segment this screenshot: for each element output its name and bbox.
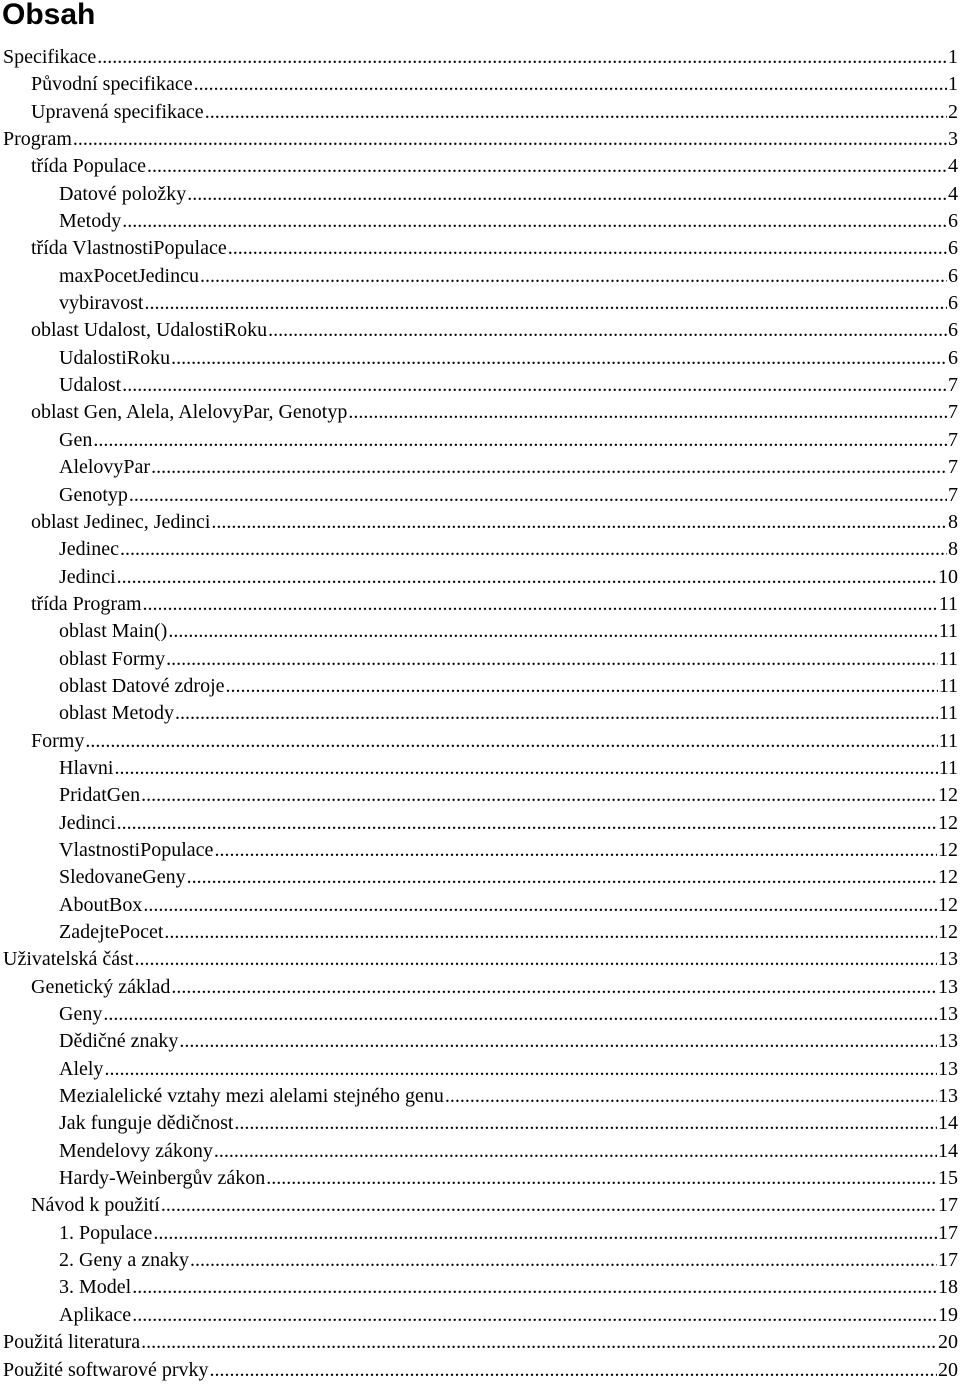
toc-dot-leader	[226, 673, 938, 700]
toc-entry[interactable]	[0, 1247, 960, 1274]
toc-page-number: 13	[938, 1003, 958, 1026]
toc-dot-leader	[132, 1274, 937, 1301]
toc-entry-label: Formy	[31, 729, 85, 752]
toc-page-number: 1	[948, 46, 958, 68]
toc-dot-leader	[85, 728, 937, 755]
toc-dot-leader	[143, 892, 937, 919]
toc-page-number: 7	[948, 456, 958, 479]
toc-dot-leader	[129, 482, 947, 509]
toc-page-number: 4	[948, 155, 958, 178]
toc-entry-label: Alely	[59, 1057, 104, 1080]
toc-entry-label: Gen	[59, 428, 93, 451]
toc-dot-leader	[161, 1192, 937, 1219]
toc-entry-label: Použité softwarové prvky	[3, 1358, 209, 1381]
toc-entry-label: Program	[3, 128, 72, 151]
toc-dot-leader	[205, 99, 947, 126]
toc-page-number: 7	[948, 483, 958, 506]
toc-entry[interactable]	[0, 181, 960, 208]
toc-entry-label: Upravená specifikace	[31, 100, 204, 123]
toc-page-number: 12	[938, 784, 958, 807]
toc-dot-leader	[153, 1220, 937, 1247]
toc-entry-label: AlelovyPar	[59, 456, 151, 479]
toc-page-number: 11	[938, 620, 958, 643]
toc-entry[interactable]	[0, 317, 960, 344]
toc-entry[interactable]	[0, 1056, 960, 1083]
toc-entry[interactable]	[0, 591, 960, 618]
toc-page-number: 11	[938, 674, 958, 697]
toc-entry-label: oblast Udalost, UdalostiRoku	[31, 319, 268, 342]
toc-page-number: 17	[938, 1194, 958, 1217]
toc-entry-label: vybiravost	[59, 292, 144, 315]
page-title: Obsah	[2, 0, 96, 31]
toc-entry-label: Metody	[59, 210, 122, 233]
toc-page-number: 11	[938, 702, 958, 725]
toc-dot-leader	[187, 864, 937, 891]
toc-page-number: 6	[948, 346, 958, 369]
toc-dot-leader	[228, 235, 947, 262]
toc-dot-leader	[132, 1302, 937, 1329]
toc-dot-leader	[214, 1138, 937, 1165]
toc-entry[interactable]	[0, 1220, 960, 1247]
table-of-contents	[0, 44, 960, 1384]
toc-dot-leader	[97, 44, 947, 71]
toc-entry-label: třída VlastnostiPopulace	[31, 237, 227, 260]
toc-dot-leader	[445, 1083, 937, 1110]
toc-entry[interactable]	[0, 290, 960, 317]
toc-entry-label: Dědičné znaky	[59, 1030, 179, 1053]
toc-page-number: 11	[938, 756, 958, 779]
toc-entry-label: oblast Metody	[59, 702, 174, 725]
toc-dot-leader	[210, 1357, 937, 1384]
toc-entry-label: Mendelovy zákony	[59, 1139, 213, 1162]
toc-entry[interactable]	[0, 345, 960, 372]
toc-dot-leader	[234, 1110, 937, 1137]
toc-dot-leader	[168, 618, 937, 645]
toc-page-number: 2	[948, 100, 958, 123]
toc-entry-label: Hardy-Weinbergův zákon	[59, 1167, 266, 1190]
toc-page-number: 7	[948, 428, 958, 451]
toc-page-number: 4	[948, 182, 958, 205]
toc-entry-label: 2. Geny a znaky	[59, 1249, 189, 1272]
toc-entry-label: SledovaneGeny	[59, 866, 186, 889]
toc-entry-label: Udalost	[59, 374, 122, 397]
toc-entry[interactable]	[0, 454, 960, 481]
toc-dot-leader	[151, 454, 947, 481]
toc-page-number: 11	[938, 592, 958, 615]
toc-dot-leader	[135, 946, 938, 973]
toc-entry-label: Jedinci	[59, 811, 116, 834]
toc-page-number: 12	[938, 921, 958, 943]
toc-entry-label: UdalostiRoku	[59, 346, 171, 369]
toc-page-number: 13	[938, 948, 958, 971]
toc-entry-label: maxPocetJedincu	[59, 264, 199, 287]
toc-entry[interactable]	[0, 864, 960, 891]
toc-entry[interactable]	[0, 1028, 960, 1055]
toc-dot-leader	[143, 591, 938, 618]
toc-page-number: 17	[938, 1249, 958, 1272]
toc-page-number: 18	[938, 1276, 958, 1299]
toc-entry[interactable]	[0, 263, 960, 290]
toc-dot-leader	[214, 837, 937, 864]
toc-dot-leader	[147, 153, 947, 180]
toc-entry[interactable]	[0, 1083, 960, 1110]
toc-page-number: 10	[938, 565, 958, 588]
toc-entry[interactable]	[0, 892, 960, 919]
toc-entry-label: oblast Gen, Alela, AlelovyPar, Genotyp	[31, 401, 348, 424]
toc-dot-leader	[175, 700, 938, 727]
toc-page-number: 7	[948, 374, 958, 397]
toc-page-number: 6	[948, 292, 958, 315]
toc-page-number: 11	[938, 647, 958, 670]
toc-entry[interactable]	[0, 153, 960, 180]
toc-dot-leader	[117, 810, 937, 837]
toc-page-number: 20	[938, 1331, 958, 1354]
toc-page-number: 8	[948, 538, 958, 561]
toc-entry[interactable]	[0, 126, 960, 153]
toc-entry-label: Původní specifikace	[31, 73, 193, 96]
toc-entry[interactable]	[0, 99, 960, 126]
toc-page-number: 12	[938, 866, 958, 889]
toc-dot-leader	[122, 372, 947, 399]
toc-dot-leader	[144, 290, 947, 317]
toc-dot-leader	[266, 1165, 937, 1192]
toc-page-number: 20	[938, 1358, 958, 1381]
toc-entry[interactable]	[0, 427, 960, 454]
toc-entry-label: Uživatelská část	[3, 948, 134, 971]
toc-entry[interactable]	[0, 728, 960, 755]
toc-page-number: 12	[938, 893, 958, 916]
toc-entry[interactable]	[0, 618, 960, 645]
toc-entry[interactable]	[0, 946, 960, 973]
toc-entry[interactable]	[0, 810, 960, 837]
toc-entry[interactable]	[0, 208, 960, 235]
toc-entry[interactable]	[0, 919, 960, 946]
toc-dot-leader	[141, 1329, 937, 1356]
toc-dot-leader	[171, 345, 947, 372]
toc-dot-leader	[187, 181, 947, 208]
toc-entry[interactable]	[0, 782, 960, 809]
toc-entry[interactable]	[0, 974, 960, 1001]
toc-entry[interactable]	[0, 399, 960, 426]
toc-dot-leader	[166, 646, 938, 673]
toc-entry-label: oblast Datové zdroje	[59, 674, 225, 697]
toc-page-number: 13	[938, 1085, 958, 1108]
toc-entry-label: třída Program	[31, 592, 142, 615]
toc-entry[interactable]	[0, 837, 960, 864]
toc-page-number: 11	[938, 729, 958, 752]
toc-page-number: 6	[948, 319, 958, 342]
toc-entry-label: Geny	[59, 1003, 103, 1026]
toc-dot-leader	[122, 208, 947, 235]
toc-dot-leader	[73, 126, 947, 153]
toc-entry[interactable]	[0, 372, 960, 399]
toc-page-number: 8	[948, 510, 958, 533]
toc-page-number: 1	[948, 73, 958, 96]
toc-entry[interactable]	[0, 1192, 960, 1219]
toc-entry-label: oblast Jedinec, Jedinci	[31, 510, 211, 533]
toc-dot-leader	[164, 919, 937, 946]
toc-entry-label: ZadejtePocet	[59, 921, 164, 943]
toc-dot-leader	[211, 509, 947, 536]
toc-entry-label: Návod k použití	[31, 1194, 160, 1217]
toc-entry[interactable]	[0, 1001, 960, 1028]
toc-page-number: 3	[948, 128, 958, 151]
toc-entry[interactable]	[0, 700, 960, 727]
toc-entry[interactable]	[0, 1357, 960, 1384]
toc-dot-leader	[194, 71, 947, 98]
toc-entry-label: Aplikace	[59, 1303, 132, 1326]
toc-page-number: 17	[938, 1221, 958, 1244]
toc-page-number: 14	[938, 1112, 958, 1135]
toc-page-number: 13	[938, 1057, 958, 1080]
toc-entry[interactable]	[0, 646, 960, 673]
toc-page-number: 15	[938, 1167, 958, 1190]
toc-entry[interactable]	[0, 1138, 960, 1165]
toc-entry-label: Použitá literatura	[3, 1331, 141, 1354]
toc-page-number: 12	[938, 811, 958, 834]
toc-entry-label: PridatGen	[59, 784, 141, 807]
toc-entry[interactable]	[0, 1110, 960, 1137]
toc-page-number: 6	[948, 264, 958, 287]
toc-page-number: 12	[938, 838, 958, 861]
toc-entry[interactable]	[0, 482, 960, 509]
toc-entry[interactable]	[0, 564, 960, 591]
toc-dot-leader	[120, 536, 947, 563]
toc-entry-label: Jedinec	[59, 538, 119, 561]
toc-entry-label: AboutBox	[59, 893, 143, 916]
toc-entry-label: Jedinci	[59, 565, 116, 588]
toc-entry[interactable]	[0, 1329, 960, 1356]
toc-dot-leader	[190, 1247, 937, 1274]
toc-dot-leader	[117, 564, 937, 591]
toc-entry[interactable]	[0, 509, 960, 536]
toc-entry-label: 1. Populace	[59, 1221, 153, 1244]
toc-entry[interactable]	[0, 1274, 960, 1301]
toc-entry-label: oblast Main()	[59, 620, 168, 643]
toc-dot-leader	[104, 1056, 937, 1083]
toc-entry-label: Jak funguje dědičnost	[59, 1112, 234, 1135]
toc-entry[interactable]	[0, 235, 960, 262]
toc-page-number: 7	[948, 401, 958, 424]
toc-page-number: 14	[938, 1139, 958, 1162]
toc-entry-label: třída Populace	[31, 155, 146, 178]
toc-dot-leader	[114, 755, 937, 782]
toc-entry[interactable]	[0, 755, 960, 782]
toc-entry-label: VlastnostiPopulace	[59, 838, 214, 861]
toc-entry-label: Mezialelické vztahy mezi alelami stejného genu	[59, 1085, 444, 1108]
toc-dot-leader	[268, 317, 947, 344]
toc-entry[interactable]	[0, 44, 960, 71]
toc-dot-leader	[141, 782, 937, 809]
toc-entry[interactable]	[0, 1165, 960, 1192]
toc-dot-leader	[200, 263, 947, 290]
toc-dot-leader	[103, 1001, 937, 1028]
toc-page-number: 19	[938, 1303, 958, 1326]
toc-dot-leader	[171, 974, 937, 1001]
toc-entry[interactable]	[0, 673, 960, 700]
toc-page-number: 13	[938, 1030, 958, 1053]
toc-page-number: 6	[948, 210, 958, 233]
toc-entry[interactable]	[0, 1302, 960, 1329]
toc-entry-label: Hlavni	[59, 756, 114, 779]
toc-page-number: 6	[948, 237, 958, 260]
toc-page-number: 13	[938, 975, 958, 998]
toc-entry-label: Genotyp	[59, 483, 128, 506]
toc-entry[interactable]	[0, 536, 960, 563]
toc-entry-label: 3. Model	[59, 1276, 132, 1299]
toc-dot-leader	[179, 1028, 937, 1055]
toc-entry-label: Genetický základ	[31, 975, 171, 998]
toc-dot-leader	[93, 427, 947, 454]
toc-entry-label: oblast Formy	[59, 647, 166, 670]
toc-entry[interactable]	[0, 71, 960, 98]
toc-entry-label: Specifikace	[3, 46, 97, 68]
toc-entry-label: Datové položky	[59, 182, 187, 205]
toc-dot-leader	[348, 399, 947, 426]
